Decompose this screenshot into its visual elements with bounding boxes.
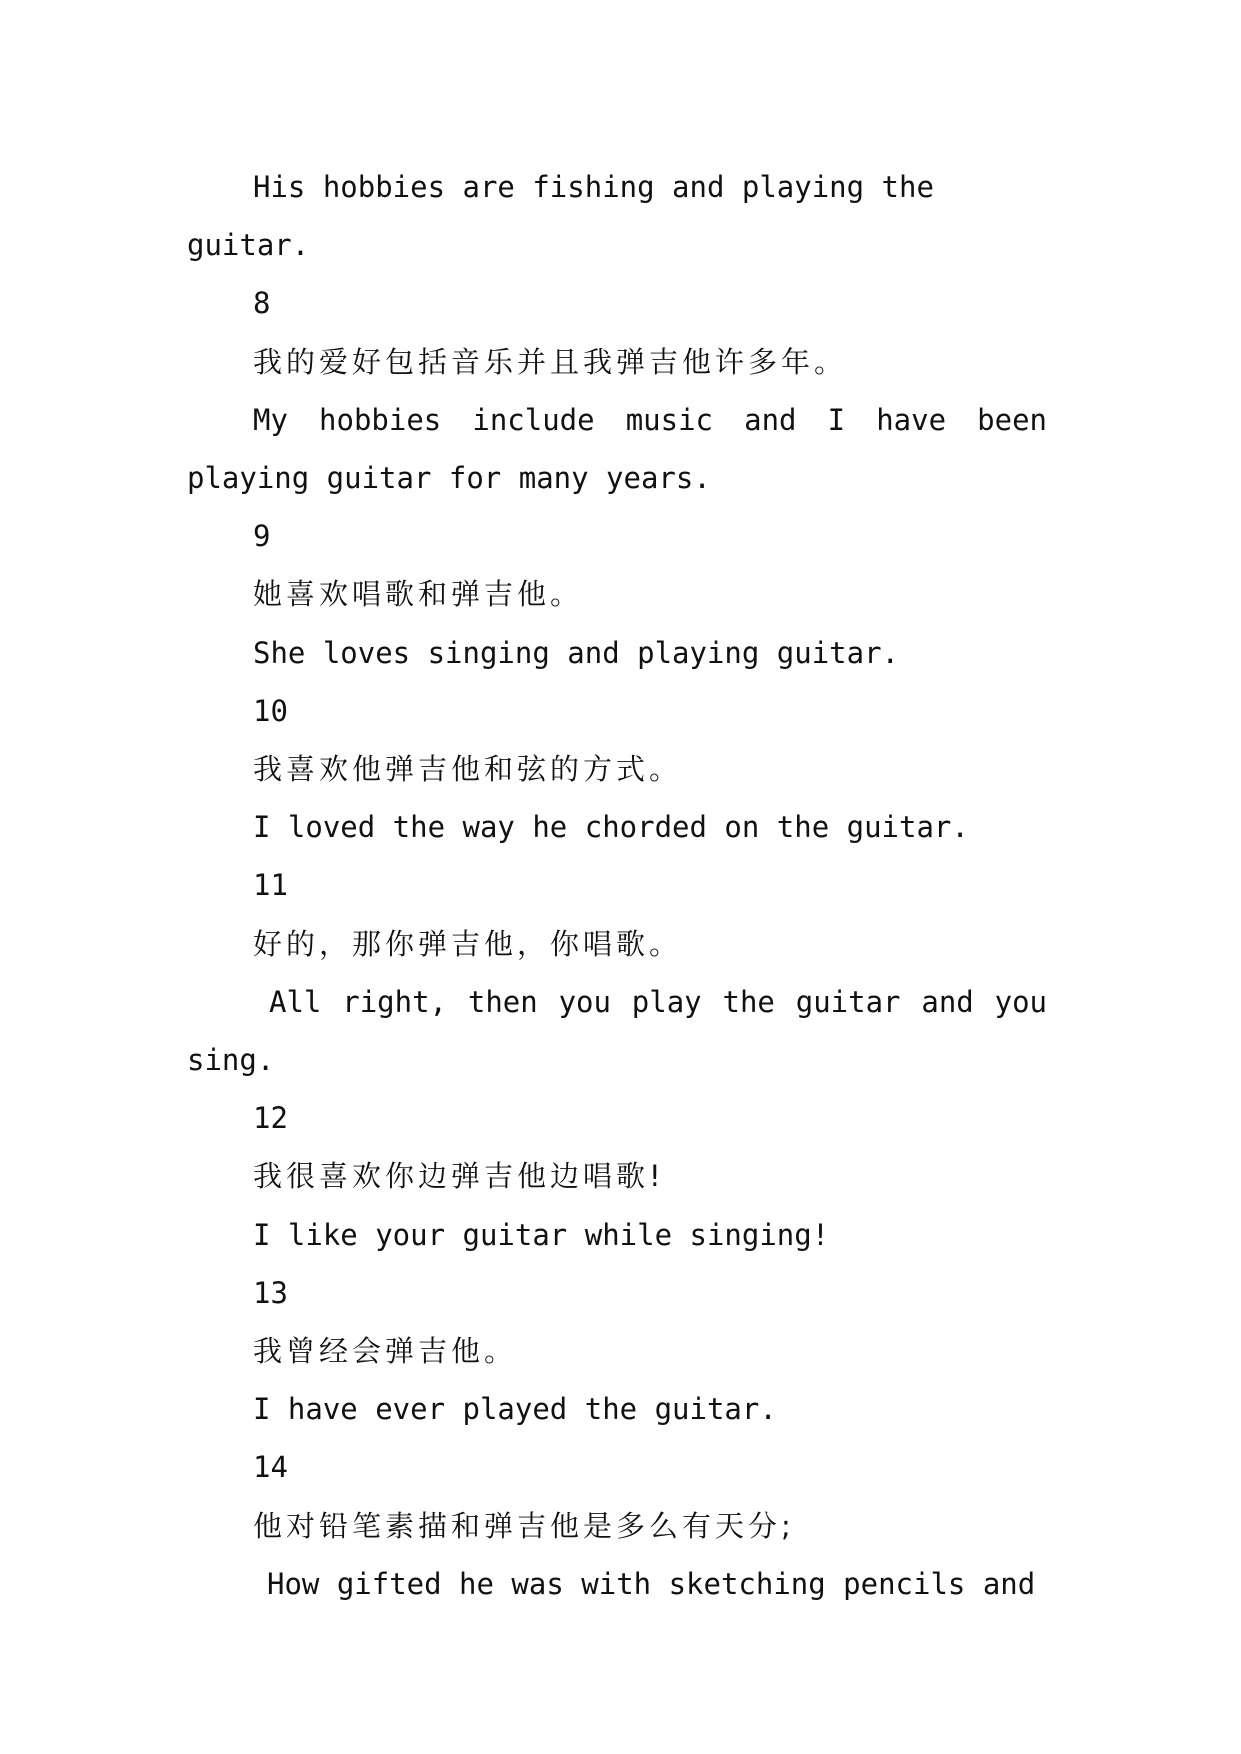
item-number: 12: [253, 1101, 288, 1136]
document-body: [187, 158, 1047, 1613]
chinese-sentence: 好的，那你弹吉他，你唱歌。: [253, 926, 683, 961]
item-number: 11: [253, 868, 288, 903]
item-number: 14: [253, 1450, 288, 1485]
english-sentence: I loved the way he chorded on the guitar.: [253, 810, 969, 845]
english-sentence: I have ever played the guitar.: [253, 1392, 777, 1427]
chinese-sentence: 我喜欢他弹吉他和弦的方式。: [253, 752, 683, 787]
chinese-sentence: 我很喜欢你边弹吉他边唱歌!: [253, 1159, 665, 1194]
chinese-sentence: 她喜欢唱歌和弹吉他。: [253, 577, 584, 612]
item-number: 13: [253, 1275, 288, 1310]
item-number: 10: [253, 693, 288, 728]
english-sentence: She loves singing and playing guitar.: [253, 635, 900, 670]
english-sentence: His hobbies are fishing and playing the guitar.: [187, 170, 934, 263]
english-sentence: How gifted he was with sketching pencils and: [267, 1566, 1036, 1601]
english-sentence: My hobbies include music and I have been playing guitar for many years.: [187, 402, 1047, 496]
english-sentence: I like your guitar while singing!: [253, 1217, 830, 1252]
chinese-sentence: 他对铅笔素描和弹吉他是多么有天分;: [253, 1508, 795, 1543]
chinese-sentence: 我的爱好包括音乐并且我弹吉他许多年。: [253, 344, 848, 379]
chinese-sentence: 我曾经会弹吉他。: [253, 1334, 518, 1369]
item-number: 9: [253, 519, 271, 554]
english-sentence: All right, then you play the guitar and you sing.: [187, 984, 1047, 1078]
item-number: 8: [253, 286, 271, 321]
